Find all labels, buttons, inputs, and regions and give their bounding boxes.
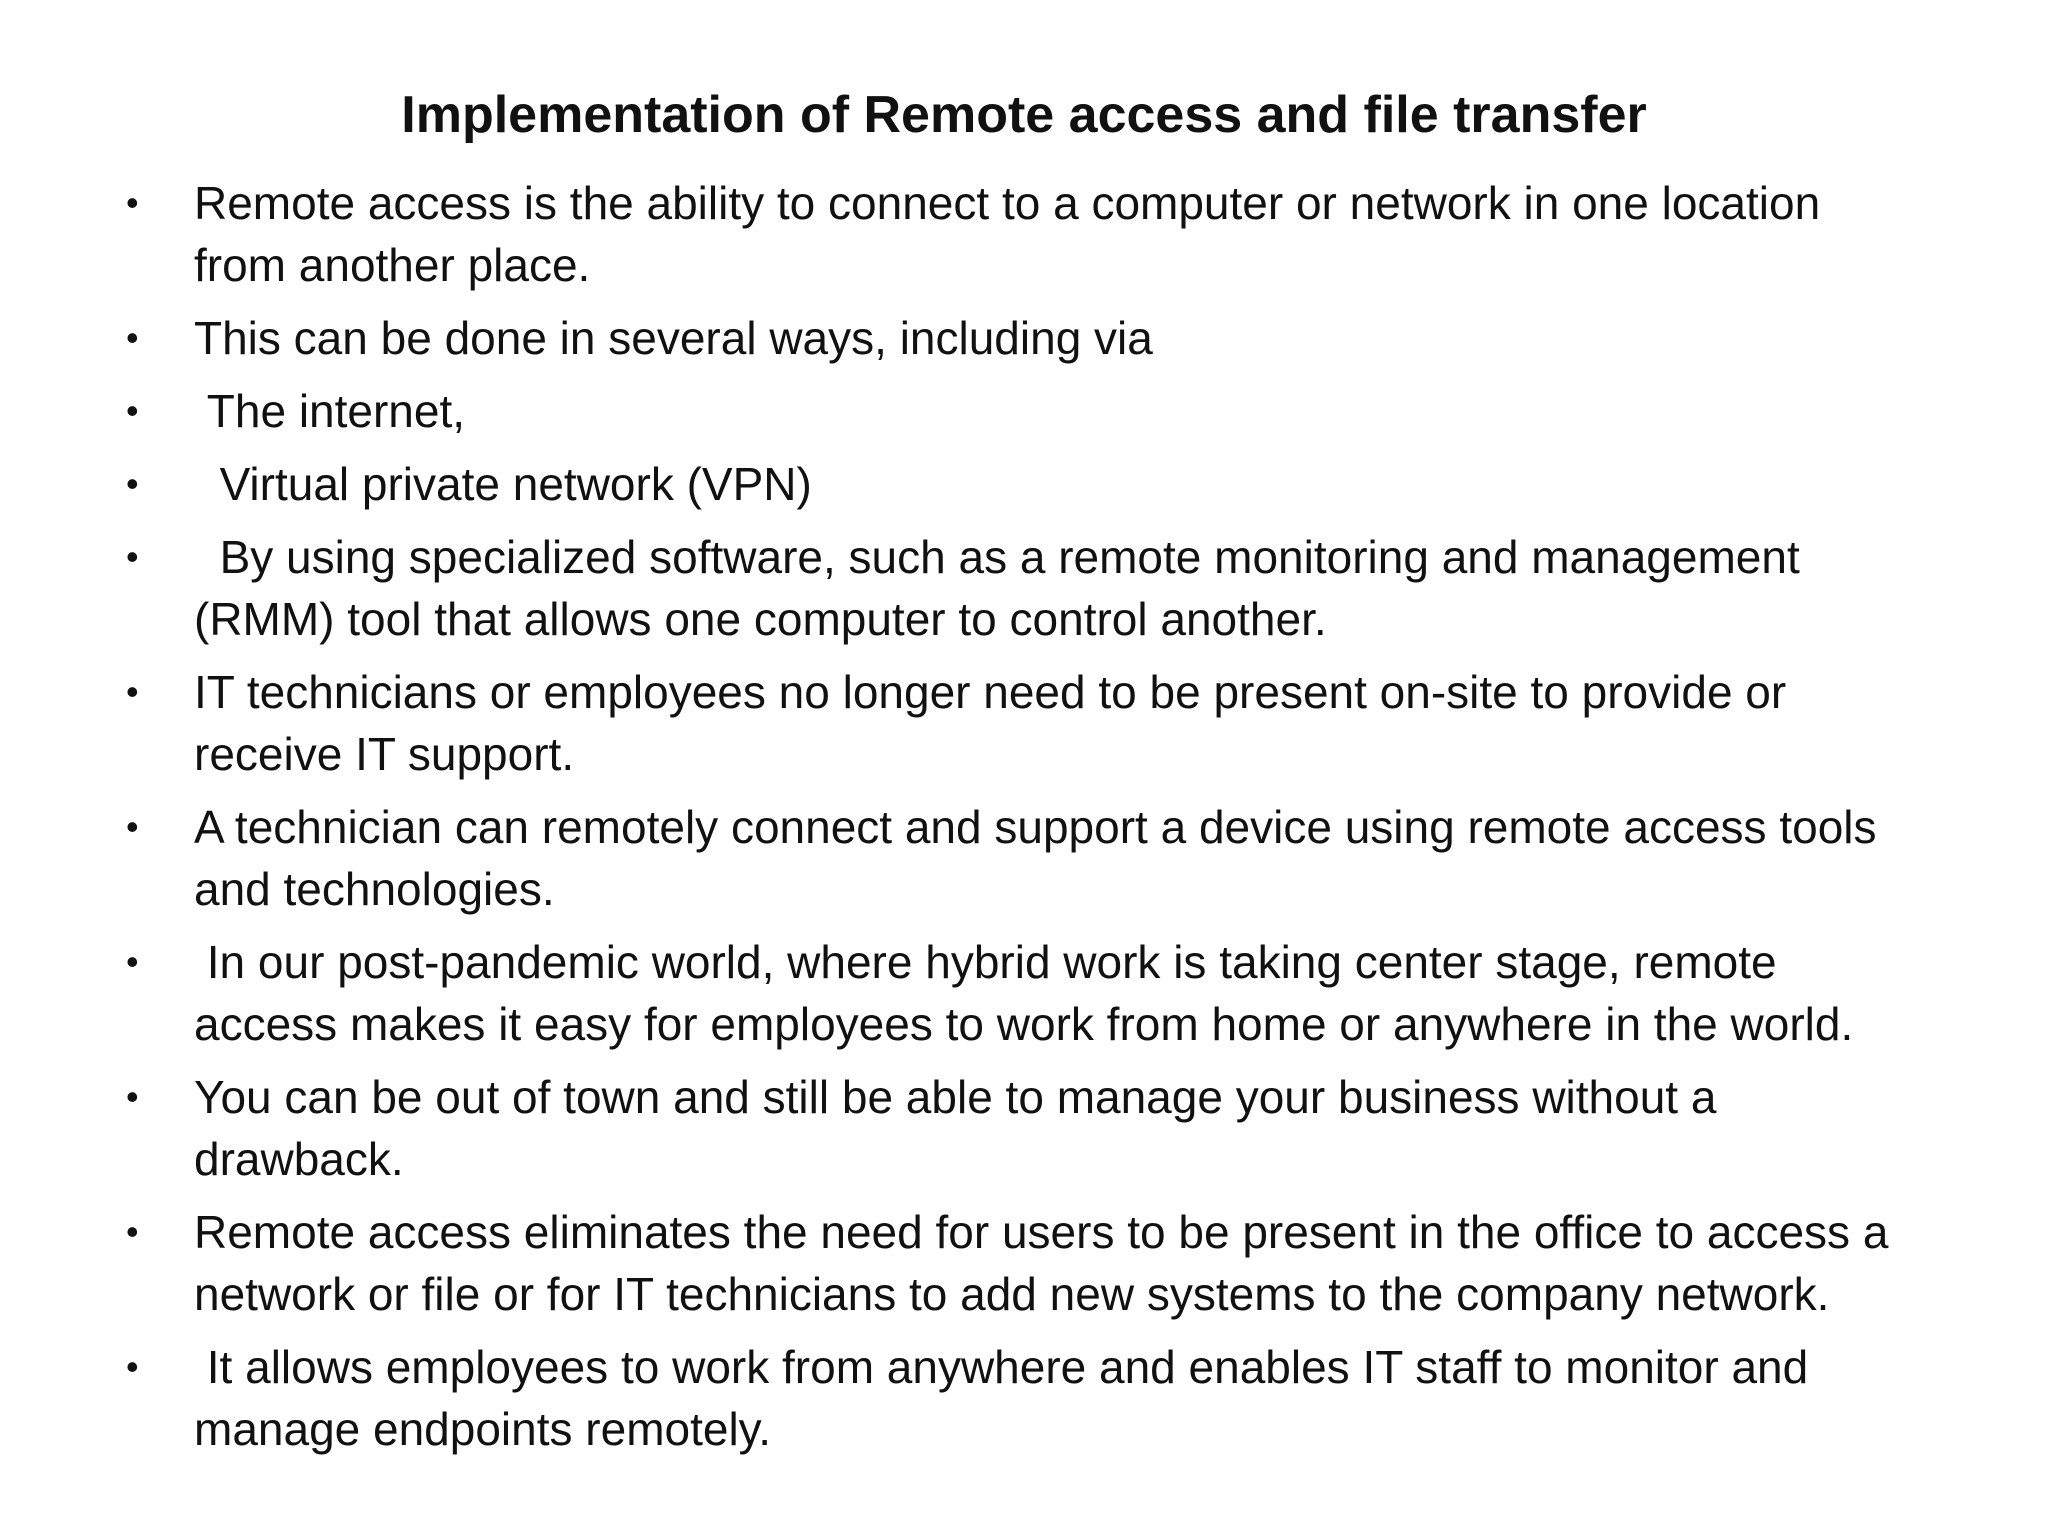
list-item xyxy=(120,931,1920,1055)
bullet-text: The internet, xyxy=(194,385,466,437)
bullet-icon: • xyxy=(126,463,139,504)
bullet-text: It allows employees to work from anywhere and enables IT staff to monitor and manage endpoints remotely. xyxy=(194,1341,1809,1455)
bullet-text: IT technicians or employees no longer need to be present on-site to provide or receive IT support. xyxy=(194,666,1787,780)
bullet-icon: • xyxy=(126,182,139,223)
list-item xyxy=(120,661,1920,785)
bullet-icon: • xyxy=(126,671,139,712)
bullet-icon: • xyxy=(126,1076,139,1117)
list-item xyxy=(120,307,1920,369)
bullet-icon: • xyxy=(126,941,139,982)
bullet-icon: • xyxy=(126,536,139,577)
bullet-icon: • xyxy=(126,1211,139,1252)
bullet-text: Remote access eliminates the need for users to be present in the office to access a network or file or for IT technicians to add new systems to the company network. xyxy=(194,1206,1889,1320)
bullet-text: This can be done in several ways, including via xyxy=(194,312,1153,364)
bullet-text: By using specialized software, such as a remote monitoring and management (RMM) tool that allows one computer to control another. xyxy=(194,531,1800,645)
list-item xyxy=(120,1336,1920,1460)
bullet-text: A technician can remotely connect and support a device using remote access tools and technologies. xyxy=(194,801,1877,915)
bullet-list xyxy=(120,172,1920,1471)
bullet-text: In our post-pandemic world, where hybrid work is taking center stage, remote access makes it easy for employees to work from home or anywhere in the world. xyxy=(194,936,1854,1050)
list-item xyxy=(120,380,1920,442)
bullet-icon: • xyxy=(126,806,139,847)
bullet-text: You can be out of town and still be able to manage your business without a drawback. xyxy=(194,1071,1717,1185)
bullet-icon: • xyxy=(126,390,139,431)
list-item xyxy=(120,1066,1920,1190)
bullet-icon: • xyxy=(126,317,139,358)
bullet-text: Virtual private network (VPN) xyxy=(194,458,812,510)
list-item xyxy=(120,1201,1920,1325)
list-item xyxy=(120,172,1920,296)
list-item xyxy=(120,453,1920,515)
list-item xyxy=(120,796,1920,920)
bullet-text: Remote access is the ability to connect to a computer or network in one location from another place. xyxy=(194,177,1821,291)
bullet-icon: • xyxy=(126,1346,139,1387)
list-item xyxy=(120,526,1920,650)
slide-title: Implementation of Remote access and file transfer xyxy=(401,86,1647,144)
